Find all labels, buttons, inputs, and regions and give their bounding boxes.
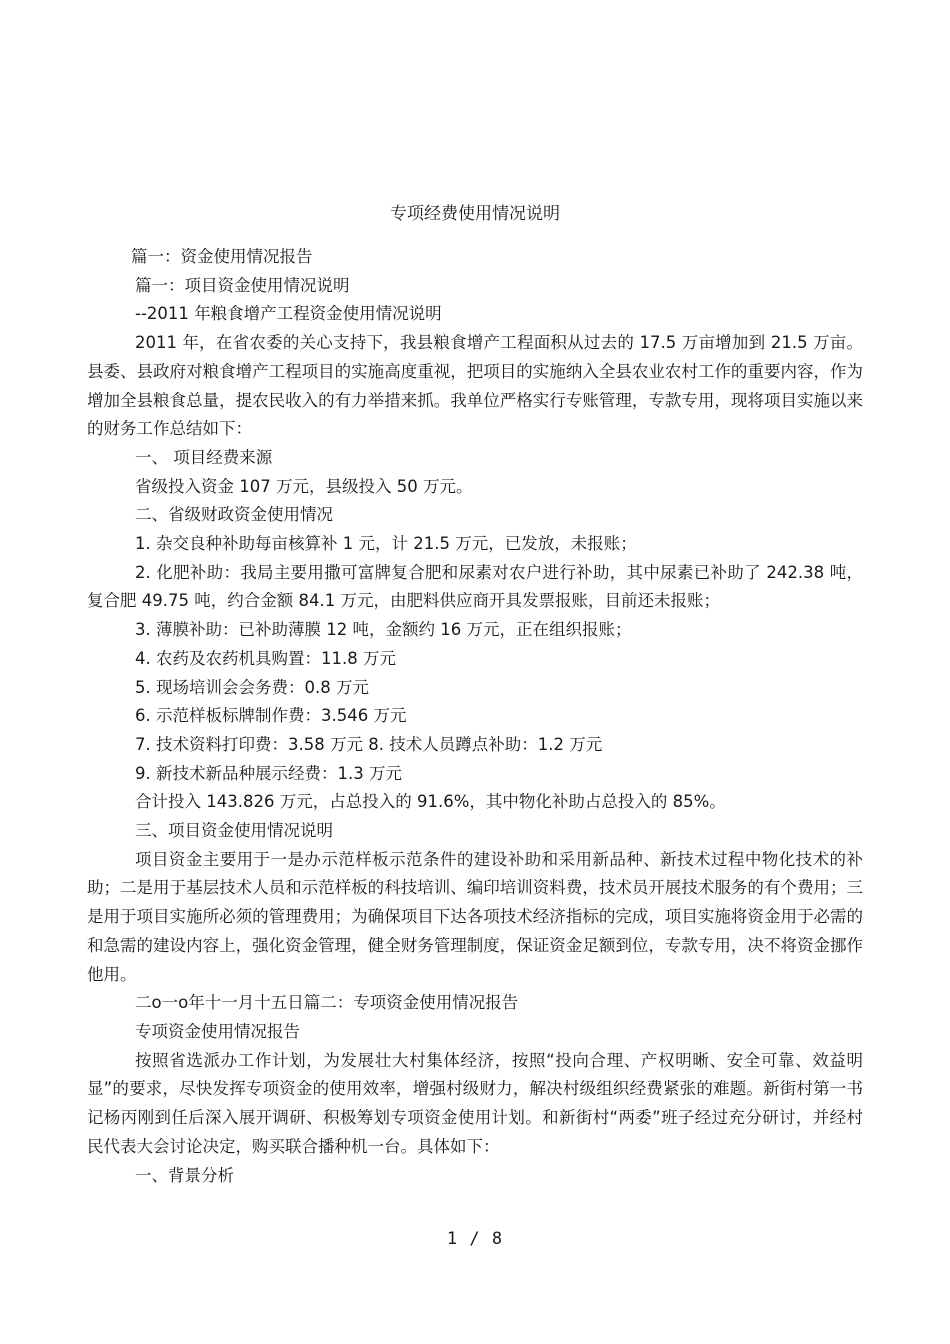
- body-paragraph: 项目资金主要用于一是办示范样板示范条件的建设补助和采用新品种、新技术过程中物化技术的补助；二是用于基层技术人员和示范样板的科技培训、编印培训资料费，技术员开展技术服务的有个费用；三是用于项目实施所必须的管理费用；为确保项目下达各项技术经济指标的完成，项目实施将资金用于必需的和急需的建设内容上，强化资金管理，健全财务管理制度，保证资金足额到位，专款专用，决不将资金挪作他用。: [87, 849, 863, 984]
- list-heading: 一、背景分析: [135, 1165, 234, 1185]
- page-indicator: 1 / 8: [446, 1229, 504, 1249]
- list-item: 6. 示范样板标牌制作费：3.546 万元: [135, 706, 407, 726]
- document-body: [87, 243, 863, 1190]
- subsection-heading: 篇一：项目资金使用情况说明: [135, 275, 350, 295]
- document-title: 专项经费使用情况说明: [390, 204, 560, 224]
- list-heading: 三、项目资金使用情况说明: [135, 821, 333, 841]
- list-item: 1. 杂交良种补助每亩核算补 1 元，计 21.5 万元，已发放，未报账；: [135, 534, 637, 554]
- body-paragraph: 省级投入资金 107 万元，县级投入 50 万元。: [135, 476, 473, 496]
- subsection-heading: 专项资金使用情况报告: [135, 1021, 300, 1041]
- list-item: 4. 农药及农药机具购置：11.8 万元: [135, 648, 396, 668]
- list-heading: 一、 项目经费来源: [135, 447, 273, 467]
- subtitle-line: --2011 年粮食增产工程资金使用情况说明: [135, 304, 442, 324]
- body-paragraph: 合计投入 143.826 万元，占总投入的 91.6%，其中物化补助占总投入的 85%。: [135, 792, 726, 812]
- list-item: 5. 现场培训会会务费：0.8 万元: [135, 677, 369, 697]
- list-item: 9. 新技术新品种展示经费：1.3 万元: [135, 763, 402, 783]
- list-item: 7. 技术资料打印费：3.58 万元 8. 技术人员蹲点补助：1.2 万元: [135, 734, 603, 754]
- list-item: 3. 薄膜补助：已补助薄膜 12 吨，金额约 16 万元，正在组织报账；: [135, 620, 632, 640]
- section-heading: 篇一：资金使用情况报告: [131, 247, 313, 266]
- list-item: 2. 化肥补助：我局主要用撒可富牌复合肥和尿素对农户进行补助，其中尿素已补助了 242.38 吨，复合肥 49.75 吨，约合金额 84.1 万元，由肥料供应商开具发票报账，目前还未报账；: [87, 562, 863, 611]
- list-heading: 二、省级财政资金使用情况: [135, 505, 333, 525]
- body-paragraph: 2011 年，在省农委的关心支持下，我县粮食增产工程面积从过去的 17.5 万亩增加到 21.5 万亩。县委、县政府对粮食增产工程项目的实施高度重视，把项目的实施纳入全县农业农村工作的重要内容，作为增加全县粮食总量，提农民收入的有力举措来抓。我单位严格实行专账管理，专款专用，现将项目实施以来的财务工作总结如下：: [87, 333, 863, 439]
- date-line: 二o一o年十一月十五日篇二：专项资金使用情况报告: [135, 993, 519, 1013]
- body-paragraph: 按照省选派办工作计划，为发展壮大村集体经济，按照“投向合理、产权明晰、安全可靠、效益明显”的要求，尽快发挥专项资金的使用效率，增强村级财力，解决村级组织经费紧张的难题。新街村第一书记杨丙刚到任后深入展开调研、积极筹划专项资金使用计划。和新街村“两委”班子经过充分研讨，并经村民代表大会讨论决定，购买联合播种机一台。具体如下：: [87, 1050, 863, 1156]
